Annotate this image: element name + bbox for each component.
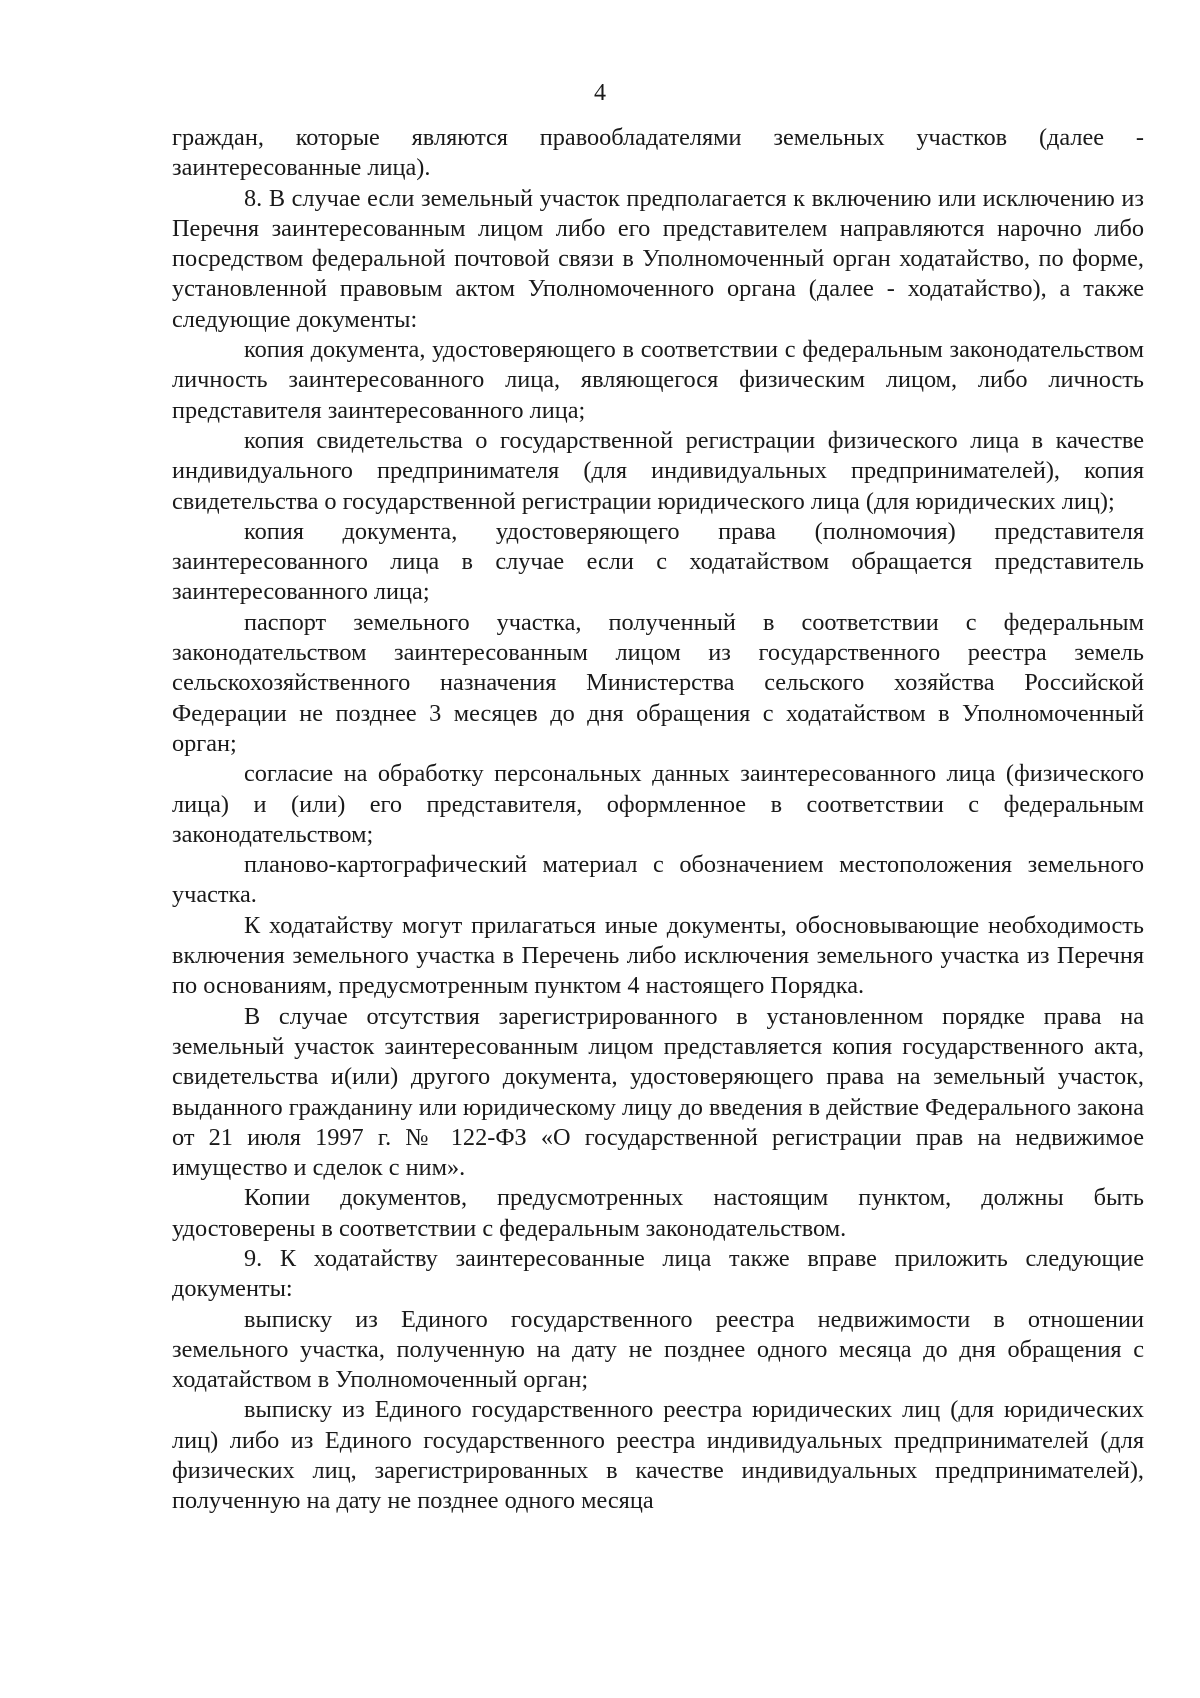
paragraph-land-passport: паспорт земельного участка, полученный в соответствии с федеральным законодательством заинтересованным лицом из государственного реестра земель сельскохозяйственного назначения Министерства сельского хозяйства Российской Федерации не позднее 3 месяцев до дня обращения с ходатайством в Уполномоченный орган; [172, 608, 1144, 757]
page-number: 4 [594, 80, 606, 106]
paragraph-registration-certificate: копия свидетельства о государственной регистрации физического лица в качестве индивидуального предпринимателя (для индивидуальных предпринимателей), копия свидетельства о государственной регистрации юридического лица (для юридических лиц); [172, 426, 1144, 515]
paragraph-item-9: 9. К ходатайству заинтересованные лица также вправе приложить следующие документы: [172, 1244, 1144, 1303]
paragraph-identity-document: копия документа, удостоверяющего в соответствии с федеральным законодательством личность заинтересованного лица, являющегося физическим лицом, либо личность представителя заинтересованного лица; [172, 336, 1144, 424]
paragraph-copies-certified: Копии документов, предусмотренных настоящим пунктом, должны быть удостоверены в соответствии с федеральным законодательством. [172, 1184, 1144, 1242]
paragraph-other-documents: К ходатайству могут прилагаться иные документы, обосновывающие необходимость включения земельного участка в Перечень либо исключения земельного участка из Перечня по основаниям, предусмотренным пунктом 4 настоящего Порядка. [172, 911, 1144, 1000]
paragraph-unregistered-rights: В случае отсутствия зарегистрированного в установленном порядке права на земельный участок заинтересованным лицом представляется копия государственного акта, свидетельства и(или) другого документа, удостоверяющего права на земельный участок, выданного гражданину или юридическому лицу до введения в действие Федерального закона от 21 июля 1997 г. № 122-ФЗ «О государственной регистрации прав на недвижимое имущество и сделок с ним». [172, 1002, 1144, 1182]
paragraph-item-8: 8. В случае если земельный участок предполагается к включению или исключению из Перечня заинтересованным лицом либо его представителем направляются нарочно либо посредством федеральной почтовой связи в Уполномоченный орган ходатайство, по форме, установленной правовым актом Уполномоченного органа (далее - ходатайство), а также следующие документы: [172, 184, 1144, 333]
paragraph-legal-entities-extract: выписку из Единого государственного реестра юридических лиц (для юридических лиц) либо из Единого государственного реестра индивидуальных предпринимателей (для физических лиц, зарегистрированных в качестве индивидуальных предпринимателей), полученную на дату не позднее одного месяца [172, 1396, 1144, 1515]
document-body [172, 123, 1144, 1517]
paragraph-real-estate-extract: выписку из Единого государственного реестра недвижимости в отношении земельного участка, полученную на дату не позднее одного месяца до дня обращения с ходатайством в Уполномоченный орган; [172, 1305, 1144, 1394]
paragraph-personal-data-consent: согласие на обработку персональных данных заинтересованного лица (физического лица) и (или) его представителя, оформленное в соответствии с федеральным законодательством; [172, 760, 1144, 848]
paragraph-continuation: граждан, которые являются правообладателями земельных участков (далее - заинтересованные лица). [172, 124, 1144, 182]
paragraph-representative-authority: копия документа, удостоверяющего права (полномочия) представителя заинтересованного лица в случае если с ходатайством обращается представитель заинтересованного лица; [172, 517, 1144, 606]
paragraph-cartographic-material: планово-картографический материал с обозначением местоположения земельного участка. [172, 851, 1144, 909]
